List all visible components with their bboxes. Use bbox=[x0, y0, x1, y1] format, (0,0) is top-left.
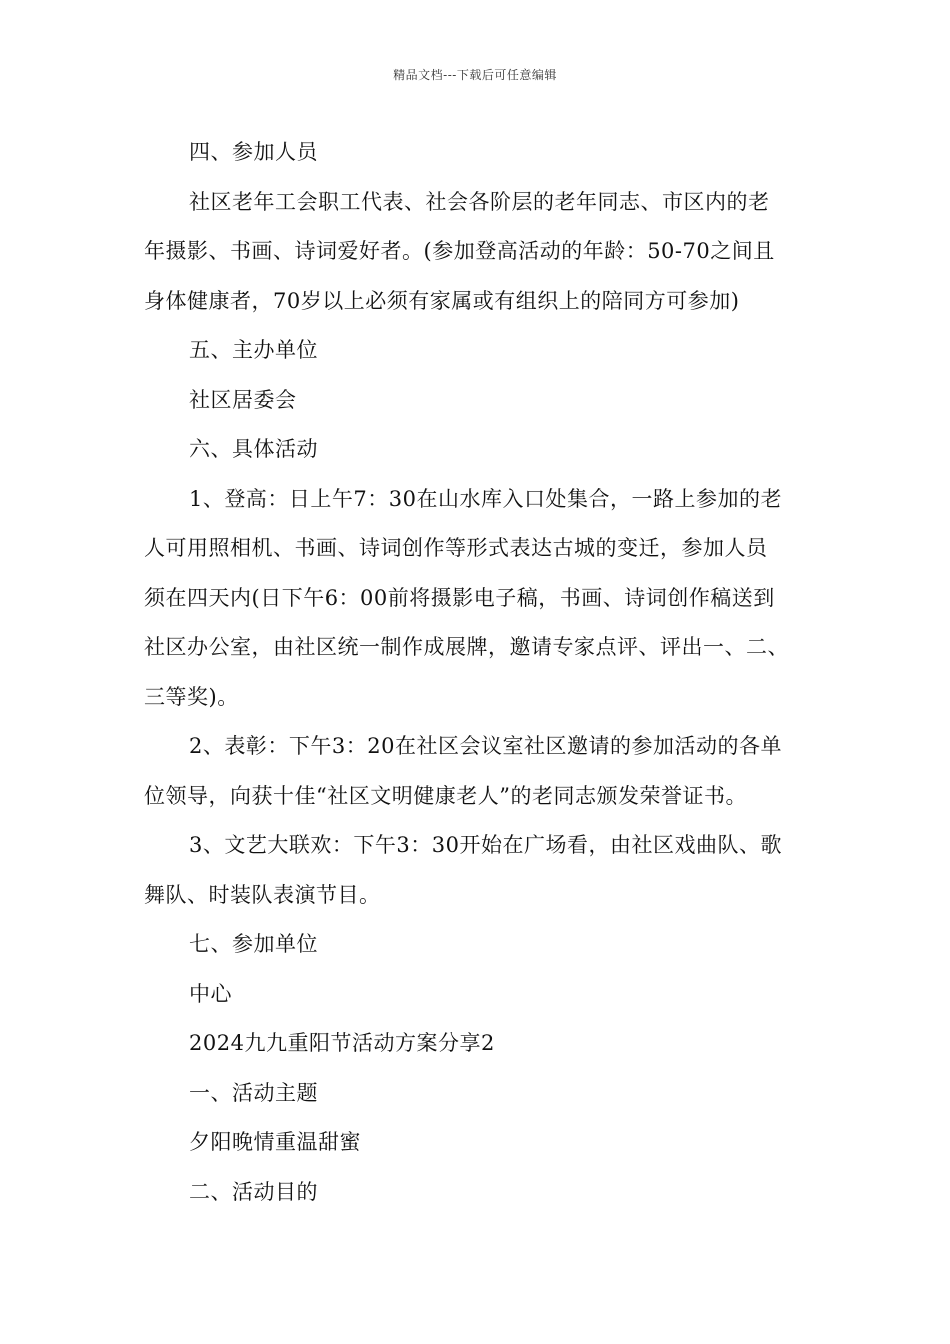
paragraph-line: 中心 bbox=[189, 981, 232, 1006]
paragraph-line: 社区老年工会职工代表、社会各阶层的老年同志、市区内的老 bbox=[189, 189, 770, 214]
paragraph-line: 须在四天内(日下午6：00前将摄影电子稿，书画、诗词创作稿送到 bbox=[144, 585, 775, 610]
paragraph-line: 2、表彰：下午3：20在社区会议室社区邀请的参加活动的各单 bbox=[189, 734, 782, 758]
paragraph-line: 社区居委会 bbox=[189, 387, 297, 412]
document-body bbox=[144, 128, 829, 1217]
section-heading: 二、活动目的 bbox=[189, 1179, 318, 1204]
page-header: 精品文档---下载后可任意编辑 bbox=[393, 68, 557, 82]
paragraph-line: 夕阳晚情重温甜蜜 bbox=[189, 1130, 361, 1154]
section-heading: 七、参加单位 bbox=[189, 932, 318, 956]
paragraph-line: 人可用照相机、书画、诗词创作等形式表达古城的变迁，参加人员 bbox=[144, 536, 768, 560]
paragraph-line: 3、文艺大联欢：下午3：30开始在广场看，由社区戏曲队、歌 bbox=[189, 833, 782, 857]
section-heading: 四、参加人员 bbox=[189, 140, 318, 164]
paragraph-line: 位领导，向获十佳“社区文明健康老人”的老同志颁发荣誉证书。 bbox=[144, 783, 747, 808]
document-title: 2024九九重阳节活动方案分享2 bbox=[189, 1031, 495, 1055]
section-heading: 五、主办单位 bbox=[189, 338, 318, 362]
section-heading: 六、具体活动 bbox=[189, 437, 318, 461]
paragraph-line: 年摄影、书画、诗词爱好者。(参加登高活动的年龄：50-70之间且 bbox=[144, 239, 775, 263]
paragraph-line: 身体健康者，70岁以上必须有家属或有组织上的陪同方可参加) bbox=[144, 288, 740, 313]
section-heading: 一、活动主题 bbox=[189, 1080, 318, 1105]
paragraph-line: 舞队、时装队表演节目。 bbox=[144, 882, 381, 907]
paragraph-line: 1、登高：日上午7：30在山水库入口处集合，一路上参加的老 bbox=[189, 486, 782, 511]
paragraph-line: 三等奖)。 bbox=[144, 684, 239, 709]
paragraph-line: 社区办公室，由社区统一制作成展牌，邀请专家点评、评出一、二、 bbox=[144, 635, 789, 659]
